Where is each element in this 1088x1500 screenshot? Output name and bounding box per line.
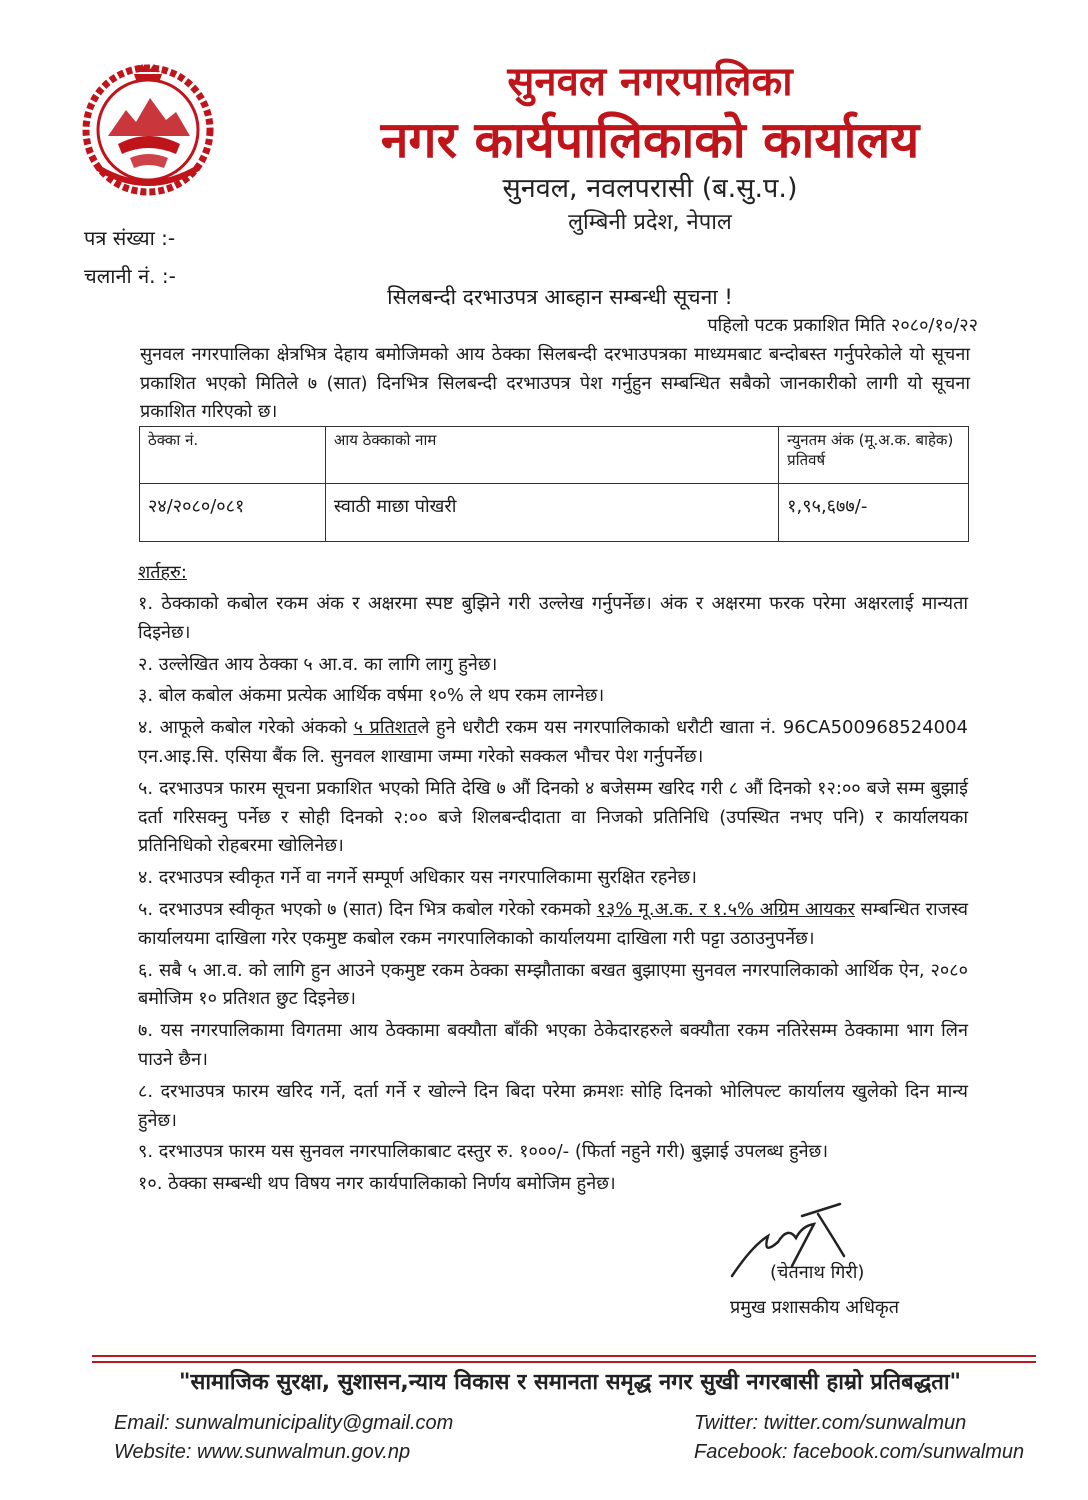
condition-underlined-text: १३% मू.अ.क. र १.५% अग्रिम आयकर [596,898,855,920]
contract-table [139,426,969,542]
address-line2: लुम्बिनी प्रदेश, नेपाल [568,210,732,235]
conditions-heading: शर्तहरु: [138,562,187,583]
cell-minimum-amount: १,९५,६७७/- [779,484,969,542]
condition-text: ५. दरभाउपत्र स्वीकृत भएको ७ (सात) दिन भित्र कबोल गरेको रकमको [138,898,597,920]
footer-website: Website: www.sunwalmun.gov.np [114,1441,411,1463]
condition-item: ६. सबै ५ आ.व. को लागि हुन आउने एकमुष्ट रकम ठेक्का सम्झौताका बखत बुझाएमा सुनवल नगरपालिकाको आर्थिक ऐन, २०८० बमोजिम १० प्रतिशत छुट दिइनेछ। [138,959,968,1010]
dispatch-number-label: चलानी नं. :- [84,264,176,288]
footer-facebook: Facebook: facebook.com/sunwalmun [694,1441,1025,1463]
condition-item: ९. दरभाउपत्र फारम यस सुनवल नगरपालिकाबाट दस्तुर रु. १०००/- (फिर्ता नहुने गरी) बुझाई उपलब्ध हुनेछ। [138,1141,829,1163]
notice-title: सिलबन्दी दरभाउपत्र आब्हान सम्बन्धी सूचना ! [387,285,733,309]
address-line1: सुनवल, नवलपरासी (ब.सु.प.) [502,173,798,204]
condition-item: ३. बोल कबोल अंकमा प्रत्येक आर्थिक वर्षमा १०% ले थप रकम लाग्नेछ। [138,685,605,707]
condition-item: ८. दरभाउपत्र फारम खरिद गर्ने, दर्ता गर्ने र खोल्ने दिन बिदा परेमा क्रमशः सोहि दिनको भोलिपल्ट कार्यालय खुलेको दिन मान्य हुनेछ। [138,1080,968,1131]
nepal-emblem-icon [78,58,218,198]
office-subtitle: नगर कार्यपालिकाको कार्यालय [380,111,920,169]
condition-text: ४. आफूले कबोल गरेको अंकको [138,717,354,739]
cell-contract-no: २४/२०८०/०८१ [140,484,326,542]
signer-title: प्रमुख प्रशासकीय अधिकृत [730,1297,899,1318]
condition-item: ७. यस नगरपालिकामा विगतमा आय ठेक्कामा बक्यौता बाँकी भएका ठेकेदारहरुले बक्यौता रकम नतिरेसम्म ठेक्कामा भाग लिन पाउने छैन। [138,1020,968,1070]
condition-item: १. ठेक्काको कबोल रकम अंक र अक्षरमा स्पष्ट बुझिने गरी उल्लेख गर्नुपर्नेछ। अंक र अक्षरमा फरक परेमा अक्षरलाई मान्यता दिइनेछ। [138,593,968,643]
header-contract-no: ठेक्का नं. [140,427,326,484]
footer-twitter: Twitter: twitter.com/sunwalmun [694,1412,967,1434]
condition-text: ले हुने धरौटी रकम यस नगरपालिकाको धरौटी खाता नं. 96CA500968524004 एन.आइ.सि. एसिया बैंक लि. सुनवल शाखामा जम्मा गरेको सक्कल भौचर पेश गर्नुपर्नेछ। [138,717,968,767]
conditions-list [138,590,968,1202]
table-row [140,484,969,542]
footer-email: Email: sunwalmunicipality@gmail.com [114,1412,454,1434]
condition-item: ५. दरभाउपत्र फारम सूचना प्रकाशित भएको मिति देखि ७ औं दिनको ४ बजेसम्म खरिद गरी ८ औं दिनको १२:०० बजे सम्म बुझाई दर्ता गरिसक्नु पर्नेछ र सोही दिनको २:०० बजे शिलबन्दीदाता वा निजको प्रतिनिधि (उपस्थित नभए पनि) र कार्यालयका प्रतिनिधिको रोहबरमा खोलिनेछ। [138,777,968,857]
office-name: सुनवल नगरपालिका [507,59,793,105]
condition-text: सम्बन्धित राजस्व कार्यालयमा दाखिला गरेर एकमुष्ट कबोल रकम नगरपालिकाको कार्यालयमा दाखिला गरी पट्टा उठाउनुपर्नेछ। [138,898,969,949]
condition-item: २. उल्लेखित आय ठेक्का ५ आ.व. का लागि लागु हुनेछ। [138,653,498,675]
condition-item: ४. दरभाउपत्र स्वीकृत गर्ने वा नगर्ने सम्पूर्ण अधिकार यस नगरपालिकामा सुरक्षित रहनेछ। [138,867,697,889]
header-contract-name: आय ठेक्काको नाम [325,427,778,484]
condition-underlined-text: ५ प्रतिशत [353,717,418,739]
footer-divider [92,1355,1036,1357]
letter-number-label: पत्र संख्या :- [84,226,176,250]
condition-item [138,714,968,772]
table-header-row [140,427,969,484]
published-date: पहिलो पटक प्रकाशित मिति २०८०/१०/२२ [707,315,978,336]
notice-intro: सुनवल नगरपालिका क्षेत्रभित्र देहाय बमोजिमको आय ठेक्का सिलबन्दी दरभाउपत्रका माध्यमबाट बन्दोबस्त गर्नुपरेकोले यो सूचना प्रकाशित भएको मितिले ७ (सात) दिनभित्र सिलबन्दी दरभाउपत्र पेश गर्नुहुन सम्बन्धित सबैको जानकारीको लागी यो सूचना प्रकाशित गरिएको छ। [140,344,970,422]
condition-item: १०. ठेक्का सम्बन्धी थप विषय नगर कार्यपालिकाको निर्णय बमोजिम हुनेछ। [138,1173,616,1195]
cell-contract-name: स्वाठी माछा पोखरी [325,484,778,542]
footer-motto: "सामाजिक सुरक्षा, सुशासन,न्याय विकास र समानता समृद्ध नगर सुखी नगरबासी हाम्रो प्रतिबद्धता" [178,1370,962,1395]
header-minimum-amount: न्युनतम अंक (मू.अ.क. बाहेक) प्रतिवर्ष [779,427,969,484]
condition-item [138,896,968,954]
footer-divider [92,1361,1036,1363]
signer-name: (चेतनाथ गिरी) [770,1262,865,1283]
